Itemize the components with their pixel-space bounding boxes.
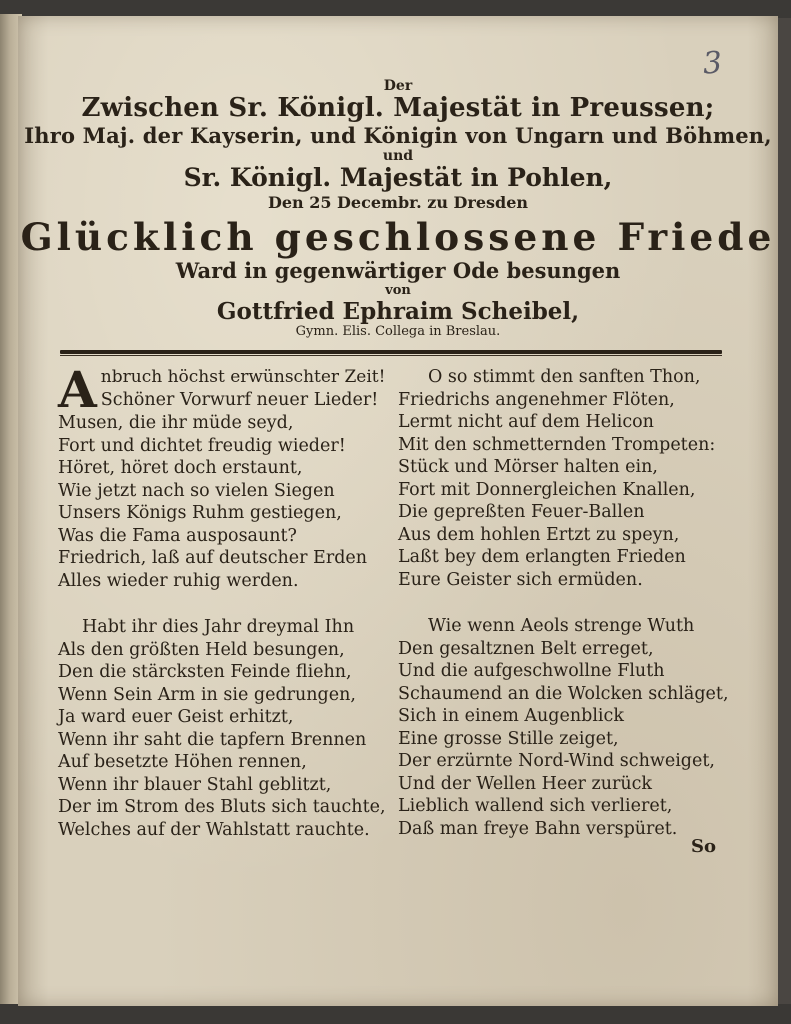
verse-line: Friedrichs angenehmer Flöten, bbox=[398, 389, 675, 410]
scan-background-bottom bbox=[0, 1004, 791, 1024]
verse-line: Musen, die ihr müde seyd, bbox=[58, 413, 294, 433]
verse-line: Wenn ihr blauer Stahl geblitzt, bbox=[58, 774, 332, 795]
verse-line: Eine grosse Stille zeiget, bbox=[398, 728, 619, 749]
verse-line: Ja ward euer Geist erhitzt, bbox=[58, 707, 294, 727]
verse-line: Eure Geister sich ermüden. bbox=[398, 569, 643, 590]
title-von: von bbox=[385, 282, 411, 298]
verse-line: Welches auf der Wahlstatt rauchte. bbox=[58, 819, 370, 840]
title-block bbox=[18, 78, 778, 340]
verse-line: Habt ihr dies Jahr dreymal Ihn bbox=[82, 617, 355, 637]
author-affiliation: Gymn. Elis. Collega in Breslau. bbox=[295, 324, 501, 339]
stanza-4 bbox=[398, 615, 738, 840]
verse-line: Der im Strom des Bluts sich tauchte, bbox=[58, 797, 386, 817]
verse-line: Als den größten Held besungen, bbox=[58, 639, 345, 660]
verse-line: Schaumend an die Wolcken schläget, bbox=[398, 683, 729, 704]
title-subtitle: Ward in gegenwärtiger Ode besungen bbox=[175, 258, 621, 284]
verse-line: Wenn ihr saht die tapfern Brennen bbox=[58, 729, 367, 750]
verse-line: Lieblich wallend sich verlieret, bbox=[398, 796, 673, 816]
verse-line: Die gepreßten Feuer-Ballen bbox=[398, 502, 645, 522]
verse-line: Lermt nicht auf dem Helicon bbox=[398, 412, 654, 432]
verse-line: Den die stärcksten Feinde fliehn, bbox=[58, 662, 352, 682]
verse-line: Und der Wellen Heer zurück bbox=[398, 773, 653, 794]
verse-line: Den gesaltznen Belt erreget, bbox=[398, 638, 654, 659]
catchword: So bbox=[690, 836, 716, 857]
verse-line: Höret, höret doch erstaunt, bbox=[58, 458, 303, 478]
verse-line: Mit den schmetternden Trompeten: bbox=[398, 434, 716, 455]
stanza-3 bbox=[398, 366, 738, 591]
verse-line: Der erzürnte Nord-Wind schweiget, bbox=[398, 751, 715, 771]
verse-line: Fort mit Donnergleichen Knallen, bbox=[398, 479, 696, 500]
verse-line: Was die Fama ausposaunt? bbox=[58, 525, 297, 546]
page-number: 3 bbox=[701, 45, 724, 82]
main-title: Glücklich geschlossene Friede bbox=[20, 215, 776, 260]
verse-line: Auf besetzte Höhen rennen, bbox=[58, 752, 307, 772]
verse-line: Laßt bey dem erlangten Frieden bbox=[398, 547, 686, 567]
title-line-prussia: Zwischen Sr. Königl. Majestät in Preussen; bbox=[81, 93, 715, 124]
verse-line: O so stimmt den sanften Thon, bbox=[428, 367, 701, 387]
verse-line: Wie wenn Aeols strenge Wuth bbox=[428, 616, 695, 636]
verse-line: Unsers Königs Ruhm gestiegen, bbox=[58, 503, 342, 523]
verse-line: Stück und Mörser halten ein, bbox=[398, 457, 658, 477]
verse-line: Alles wieder ruhig werden. bbox=[58, 570, 299, 591]
title-line-empress: Ihro Maj. der Kayserin, und Königin von Ungarn und Böhmen, bbox=[24, 122, 772, 148]
stanza-1 bbox=[58, 360, 388, 592]
verse-line: Aus dem hohlen Ertzt zu speyn, bbox=[398, 524, 680, 545]
title-date: Den 25 Decembr. zu Dresden bbox=[267, 192, 529, 212]
drop-initial: A bbox=[58, 360, 97, 419]
verse-line: Und die aufgeschwollne Fluth bbox=[398, 661, 665, 681]
verse-line: Schöner Vorwurf neuer Lieder! bbox=[100, 389, 379, 410]
verse-line: Fort und dichtet freudig wieder! bbox=[58, 435, 346, 456]
verse-line: Sich in einem Augenblick bbox=[398, 706, 624, 726]
title-line-poland: Sr. Königl. Majestät in Pohlen, bbox=[183, 163, 613, 193]
title-article: Der bbox=[383, 78, 413, 94]
verse-line: Wenn Sein Arm in sie gedrungen, bbox=[58, 684, 356, 705]
stanza-2 bbox=[58, 616, 388, 841]
document-page bbox=[18, 16, 778, 1006]
title-conjunction: und bbox=[382, 148, 414, 165]
verse-line: nbruch höchst erwünschter Zeit! bbox=[100, 367, 386, 387]
verse-line: Daß man freye Bahn verspüret. bbox=[398, 818, 678, 839]
verse-line: Wie jetzt nach so vielen Siegen bbox=[58, 480, 335, 501]
title-divider-thin bbox=[60, 355, 722, 356]
author-name: Gottfried Ephraim Scheibel, bbox=[216, 297, 580, 325]
verse-line: Friedrich, laß auf deutscher Erden bbox=[58, 548, 368, 568]
poem-column-right bbox=[398, 366, 738, 864]
title-divider bbox=[60, 350, 722, 354]
poem-column-left bbox=[58, 360, 388, 865]
